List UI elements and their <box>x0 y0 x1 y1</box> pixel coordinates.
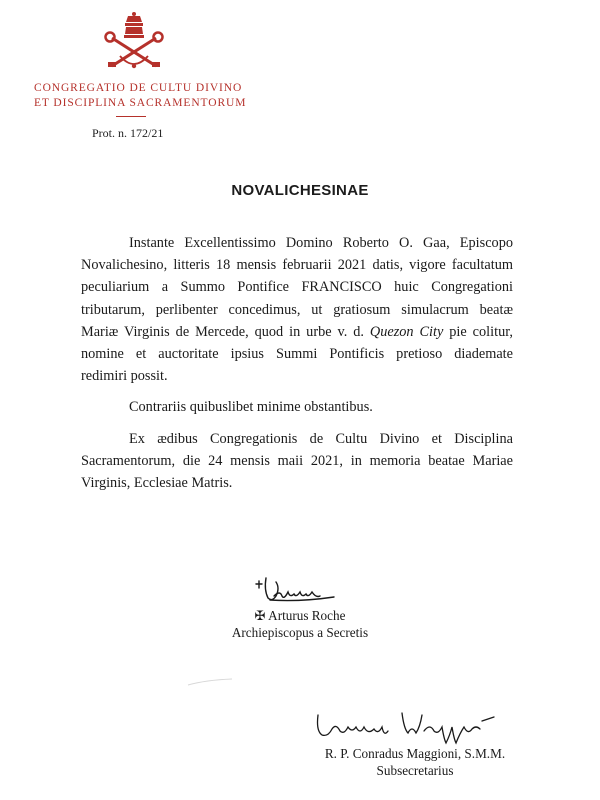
paragraph-main-line: Instante Excellentissimo Domino Roberto O. Gaa, Episcopo <box>129 235 513 251</box>
header-divider <box>116 116 146 117</box>
signer-1-name: ✠ Arturus Roche <box>254 608 346 623</box>
paragraph-closing-line: Ex ædibus Congregationis de Cultu Divino et Disciplina <box>129 431 513 447</box>
paragraph-clause <box>81 396 513 418</box>
paragraph-closing-line: Sacramentorum, die 24 mensis maii 2021, in memoria beatae Mariae <box>81 453 513 470</box>
text-run: pie colitur, <box>443 323 513 340</box>
protocol-number: Prot. n. 172/21 <box>92 126 164 140</box>
papal-emblem-icon <box>98 12 170 72</box>
signature-roche <box>250 570 340 606</box>
signer-2-role: Subsecretarius <box>376 763 454 778</box>
place-name: Quezon City <box>369 323 444 340</box>
paragraph-main-line: redimiri possit. <box>81 368 168 385</box>
text-run: Mariæ Virginis de Mercede, quod in urbe v. d. <box>81 323 370 340</box>
document-title: NOVALICHESINAE <box>231 182 369 199</box>
paragraph-main-line <box>81 321 513 343</box>
paragraph-main-line: peculiarium a Summo Pontifice FRANCISCO huic Congregationi <box>81 279 513 296</box>
paragraph-main <box>81 232 513 387</box>
paragraph-closing-line: Virginis, Ecclesiae Matris. <box>81 475 233 492</box>
paragraph-main-line: tributarum, perlibenter concedimus, ut gratiosum simulacrum beatæ <box>81 301 513 318</box>
paragraph-closing <box>81 428 513 495</box>
signer-2-name: R. P. Conradus Maggioni, S.M.M. <box>324 746 506 761</box>
paragraph-clause-line: Contrariis quibuslibet minime obstantibus. <box>129 399 373 415</box>
paragraph-main-line: Novalichesino, litteris 18 mensis februarii 2021 datis, vigore facultatum <box>81 257 513 274</box>
congregation-name-line-2: ET DISCIPLINA SACRAMENTORUM <box>34 97 247 109</box>
congregation-name-line-1: CONGREGATIO DE CULTU DIVINO <box>34 82 243 94</box>
faint-mark <box>186 676 234 688</box>
paragraph-main-line: nomine et auctoritate ipsius Summi Pontificis pretioso diademate <box>81 346 513 363</box>
signer-1-role: Archiepiscopus a Secretis <box>231 625 369 640</box>
signature-maggioni <box>312 705 512 747</box>
